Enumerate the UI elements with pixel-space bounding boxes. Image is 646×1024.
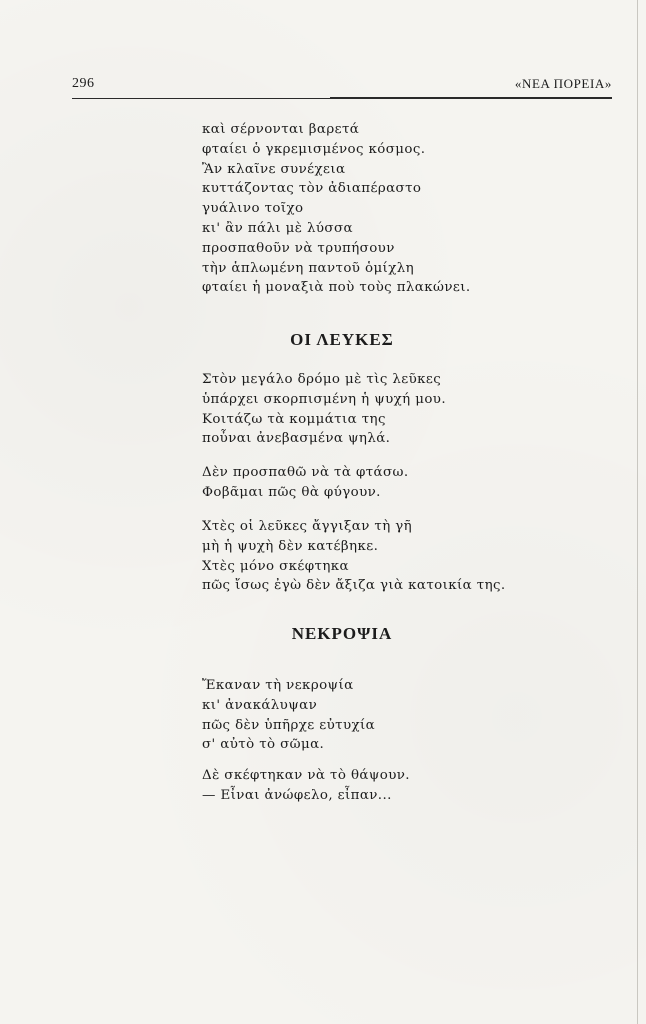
verse-line: πῶς ἴσως ἐγὼ δὲν ἄξιζα γιὰ κατοικία της. <box>202 578 506 594</box>
verse-line: Κοιτάζω τὰ κομμάτια της <box>202 411 386 427</box>
verse-line: πῶς δὲν ὑπῆρχε εὐτυχία <box>202 717 376 733</box>
verse-line: κι' ἂν πάλι μὲ λύσσα <box>202 220 353 236</box>
verse-line: Φοβᾶμαι πῶς θὰ φύγουν. <box>202 484 381 500</box>
leukes-stanza-1 <box>202 370 446 449</box>
verse-line: Χτὲς μόνο σκέφτηκα <box>202 558 349 574</box>
nekropsia-stanza-1 <box>202 676 375 755</box>
verse-line: Χτὲς οἱ λεῦκες ἄγγιξαν τὴ γῆ <box>202 519 413 534</box>
header-rule-thick <box>330 97 612 99</box>
leukes-stanza-2 <box>202 463 409 503</box>
verse-line: ποὖναι ἀνεβασμένα ψηλά. <box>202 431 391 447</box>
verse-line: ὑπάρχει σκορπισμένη ἡ ψυχή μου. <box>202 391 446 407</box>
verse-line: καὶ σέρνονται βαρετά <box>202 122 360 137</box>
verse-line: φταίει ὁ γκρεμισμένος κόσμος. <box>202 141 426 157</box>
verse-line: μὴ ἡ ψυχὴ δὲν κατέβηκε. <box>202 538 379 554</box>
verse-line: Ἔκαναν τὴ νεκροψία <box>202 678 354 693</box>
page-number: 296 <box>72 76 95 91</box>
verse-line: γυάλινο τοῖχο <box>202 201 304 217</box>
verse-line: προσπαθοῦν νὰ τρυπήσουν <box>202 240 395 256</box>
poem-continuation <box>202 120 471 298</box>
verse-line: Δὲ σκέφτηκαν νὰ τὸ θάψουν. <box>202 768 410 783</box>
poem-title-leukes: ΟΙ ΛΕΥΚΕΣ <box>290 330 394 349</box>
running-head: «ΝΕΑ ΠΟΡΕΙΑ» <box>514 76 612 91</box>
poem-title-nekropsia: ΝΕΚΡΟΨΙΑ <box>291 624 393 643</box>
verse-line: Ἂν κλαῖνε συνέχεια <box>202 161 346 177</box>
verse-line: κι' ἀνακάλυψαν <box>202 697 318 713</box>
verse-line: Στὸν μεγάλο δρόμο μὲ τὶς λεῦκες <box>202 372 442 387</box>
nekropsia-stanza-2 <box>202 766 410 806</box>
verse-line: τὴν ἁπλωμένη παντοῦ ὁμίχλη <box>202 260 415 276</box>
verse-line: Δὲν προσπαθῶ νὰ τὰ φτάσω. <box>202 465 409 480</box>
leukes-stanza-3 <box>202 517 506 596</box>
verse-line: κυττάζοντας τὸν ἀδιαπέραστο <box>202 181 422 197</box>
verse-line: — Εἶναι ἀνώφελο, εἶπαν... <box>202 787 392 803</box>
verse-line: φταίει ἡ μοναξιὰ ποὺ τοὺς πλακώνει. <box>202 280 471 296</box>
verse-line: σ' αὐτὸ τὸ σῶμα. <box>202 737 325 753</box>
page-edge <box>637 0 638 1024</box>
